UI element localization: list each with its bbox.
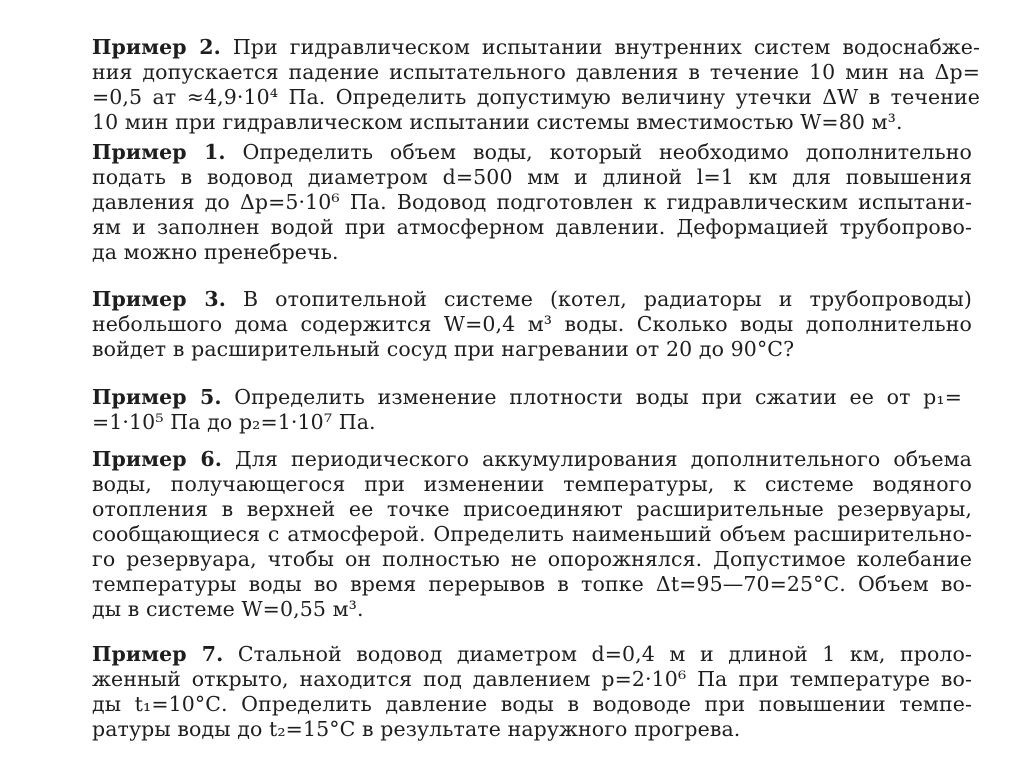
example-1-line-4: ям и заполнен водой при атмосферном давлении. Деформацией трубопрово-	[92, 215, 972, 239]
example-1	[92, 140, 972, 265]
example-7-line-2: женный открыто, находится под давлением p=2·10⁶ Па при температуре во-	[92, 667, 972, 691]
example-2-line-1: Пример 2. При гидравлическом испытании внутренних систем водоснабже-	[92, 35, 980, 59]
example-3-line-2: небольшого дома содержится W=0,4 м³ воды. Сколько воды дополнительно	[92, 312, 972, 336]
example-6-line-1: Пример 6. Для периодического аккумулирования дополнительного объема	[92, 447, 972, 471]
example-6-line-4: сообщающиеся с атмосферой. Определить наименьший объем расширительно-	[92, 522, 972, 546]
example-6-line-3: отопления в верхней ее точке присоединяют расширительные резервуары,	[92, 497, 972, 521]
example-2-line-2: ния допускается падение испытательного давления в течение 10 мин на Δp=	[92, 60, 980, 84]
example-7-label: Пример 7.	[92, 642, 224, 666]
example-3-line-1: Пример 3. В отопительной системе (котел, радиаторы и трубопроводы)	[92, 287, 972, 311]
example-2-line-3: =0,5 ат ≈4,9·10⁴ Па. Определить допустимую величину утечки ΔW в течение	[92, 85, 980, 109]
example-6-line-2: воды, получающегося при изменении температуры, к системе водяного	[92, 472, 972, 496]
example-6-line-7: ды в системе W=0,55 м³.	[92, 597, 364, 621]
example-2	[92, 35, 980, 135]
example-7	[92, 642, 972, 742]
example-2-label: Пример 2.	[92, 35, 221, 59]
example-7-line-1: Пример 7. Стальной водовод диаметром d=0,4 м и длиной 1 км, проло-	[92, 642, 972, 666]
example-5	[92, 385, 962, 435]
example-6-line-6: температуры воды во время перерывов в топке Δt=95—70=25°С. Объем во-	[92, 572, 972, 596]
example-3-label: Пример 3.	[92, 287, 226, 311]
example-1-label: Пример 1.	[92, 140, 226, 164]
example-7-line-3: ды t₁=10°С. Определить давление воды в водоводе при повышении темпе-	[92, 692, 972, 716]
example-2-line-4: 10 мин при гидравлическом испытании системы вместимостью W=80 м³.	[92, 110, 903, 134]
example-6	[92, 447, 972, 622]
example-1-line-3: давления до Δp=5·10⁶ Па. Водовод подготовлен к гидравлическим испытани-	[92, 190, 972, 214]
example-6-line-5: го резервуара, чтобы он полностью не опорожнялся. Допустимое колебание	[92, 547, 972, 571]
example-1-line-5: да можно пренебречь.	[92, 240, 339, 264]
example-5-label: Пример 5.	[92, 385, 222, 409]
example-3	[92, 287, 972, 362]
example-1-line-1: Пример 1. Определить объем воды, который необходимо дополнительно	[92, 140, 972, 164]
example-5-line-2: =1·10⁵ Па до p₂=1·10⁷ Па.	[92, 410, 376, 434]
example-5-line-1: Пример 5. Определить изменение плотности воды при сжатии ее от p₁=	[92, 385, 962, 409]
example-6-label: Пример 6.	[92, 447, 222, 471]
example-1-line-2: подать в водовод диаметром d=500 мм и длиной l=1 км для повышения	[92, 165, 972, 189]
example-3-line-3: войдет в расширительный сосуд при нагревании от 20 до 90°С?	[92, 337, 795, 361]
example-7-line-4: ратуры воды до t₂=15°С в результате наружного прогрева.	[92, 717, 741, 741]
